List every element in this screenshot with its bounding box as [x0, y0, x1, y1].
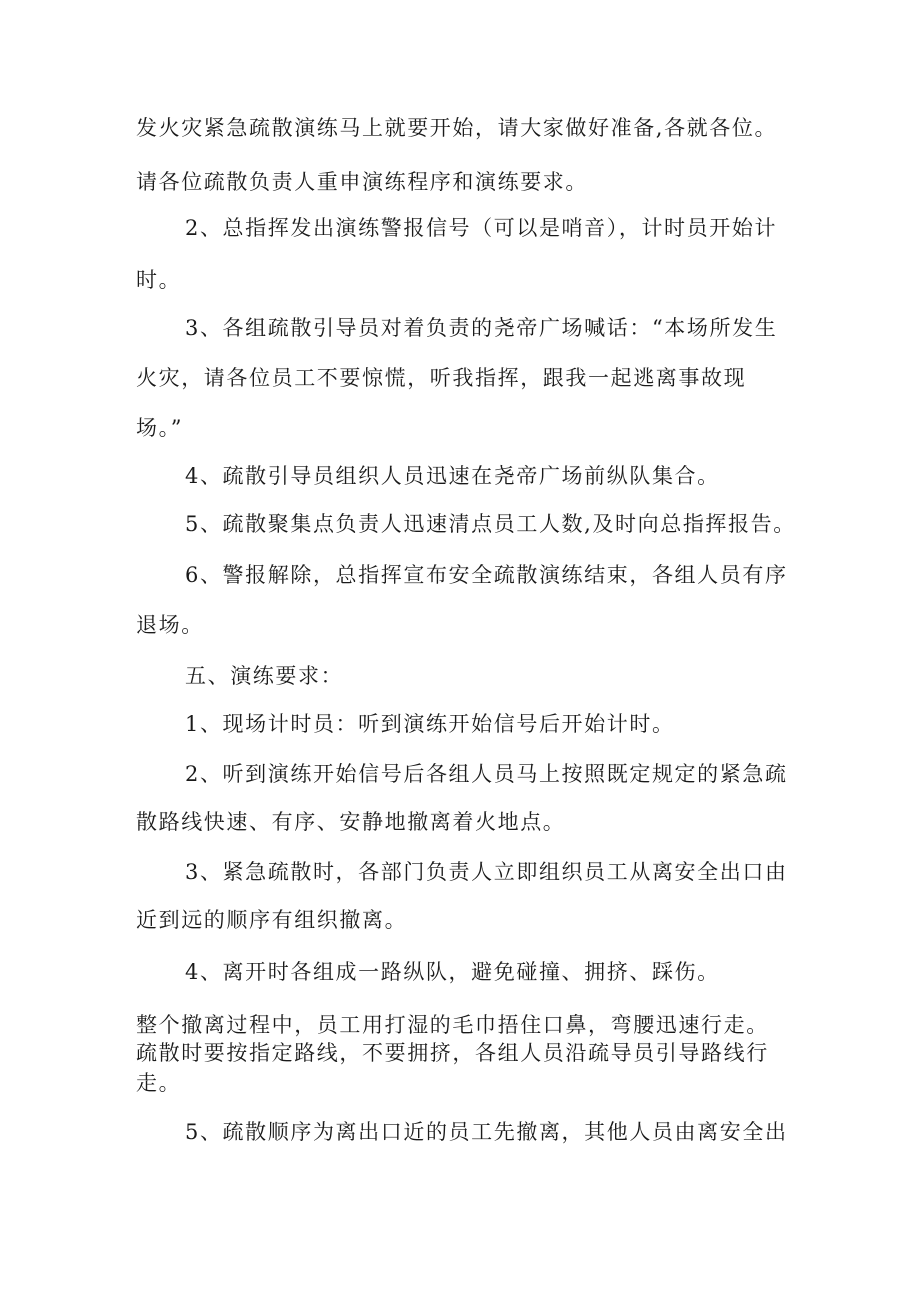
text-line: 散路线快速、有序、安静地撤离着火地点。	[136, 810, 566, 834]
text-line: 发火灾紧急疏散演练马上就要开始，请大家做好准备,各就各位。	[136, 116, 778, 140]
text-line: 近到远的顺序有组织撤离。	[136, 908, 408, 932]
text-line: 疏散时要按指定路线，不要拥挤，各组人员沿疏导员引导路线行	[136, 1041, 769, 1065]
text-line: 请各位疏散负责人重申演练程序和演练要求。	[136, 170, 588, 194]
text-line: 时。	[136, 268, 182, 292]
text-line: 2、总指挥发出演练警报信号（可以是哨音），计时员开始计	[185, 216, 778, 240]
text-line: 2、听到演练开始信号后各组人员马上按照既定规定的紧急疏	[185, 762, 788, 786]
text-line: 场。”	[136, 416, 184, 440]
section-heading: 五、演练要求：	[185, 664, 344, 688]
text-line: 4、离开时各组成一路纵队，避免碰撞、拥挤、踩伤。	[185, 960, 720, 984]
text-line: 6、警报解除，总指挥宣布安全疏散演练结束，各组人员有序	[185, 563, 788, 587]
text-line: 5、疏散聚集点负责人迅速清点员工人数,及时向总指挥报告。	[185, 512, 796, 536]
text-line: 5、疏散顺序为离出口近的员工先撤离，其他人员由离安全出	[185, 1120, 788, 1144]
text-line: 走。	[136, 1071, 182, 1095]
text-line: 3、紧急疏散时，各部门负责人立即组织员工从离安全出口由	[185, 860, 788, 884]
text-line: 1、现场计时员：听到演练开始信号后开始计时。	[185, 712, 675, 736]
text-line: 4、疏散引导员组织人员迅速在尧帝广场前纵队集合。	[185, 464, 720, 488]
text-line: 3、各组疏散引导员对着负责的尧帝广场喊话：“本场所发生	[185, 316, 778, 340]
text-line: 火灾，请各位员工不要惊慌，听我指挥，跟我一起逃离事故现	[136, 366, 747, 390]
text-line: 整个撤离过程中，员工用打湿的毛巾捂住口鼻，弯腰迅速行走。	[136, 1013, 769, 1037]
text-line: 退场。	[136, 613, 204, 637]
